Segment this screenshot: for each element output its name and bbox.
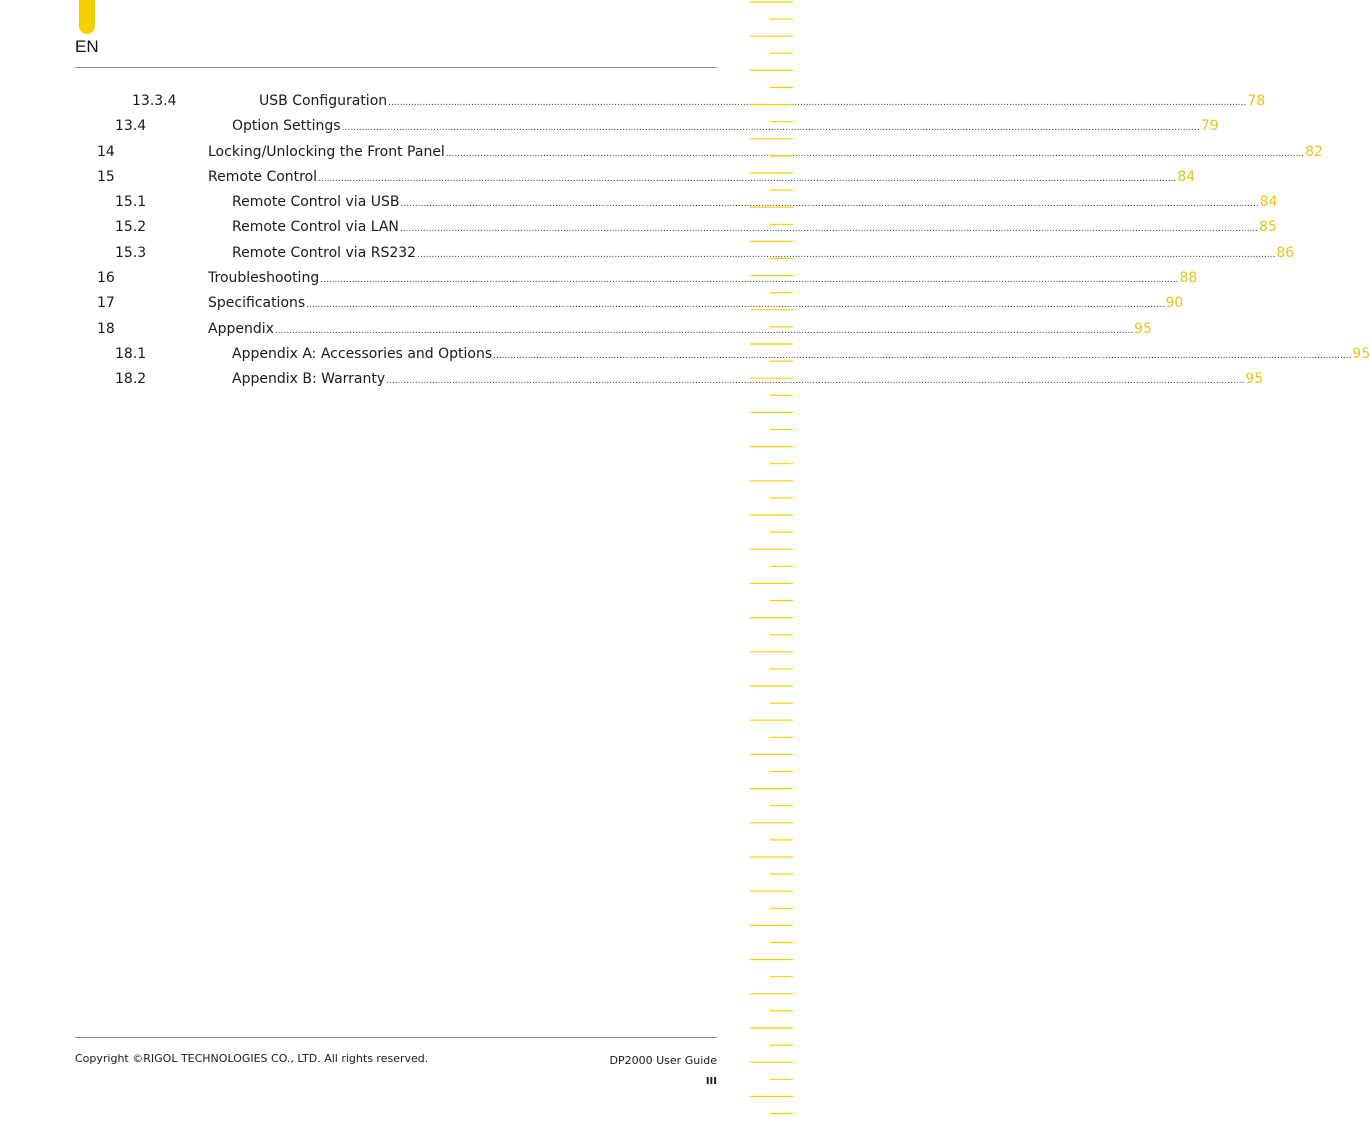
toc-entry-number: 15.3 <box>115 244 147 261</box>
toc-dot-leader: ............................................................................................................................................................................................................................................................................................................ <box>388 98 1247 108</box>
toc-entry-number: 17 <box>97 295 115 312</box>
toc-entry-page-link[interactable]: 95 <box>1134 320 1152 337</box>
document-title: DP2000 User Guide <box>609 1054 717 1067</box>
toc-entry-title[interactable]: Locking/Unlocking the Front Panel <box>208 143 445 160</box>
toc-entry[interactable] <box>75 115 1219 140</box>
toc-entry-title[interactable]: Appendix A: Accessories and Options <box>232 345 493 362</box>
toc-entry[interactable] <box>75 90 1266 115</box>
toc-entry[interactable] <box>75 368 1264 393</box>
toc-entry-number: 13.3.4 <box>132 93 177 109</box>
toc-entry[interactable] <box>75 166 1196 191</box>
toc-entry[interactable] <box>75 191 1278 216</box>
footer-divider <box>75 1037 717 1038</box>
toc-entry[interactable] <box>75 242 1295 267</box>
toc-entry[interactable] <box>75 318 1152 343</box>
toc-dot-leader: ............................................................................................................................................................................................................................................................................................................ <box>493 350 1352 361</box>
toc-entry-title[interactable]: Appendix B: Warranty <box>232 371 386 388</box>
toc-entry-title[interactable]: Troubleshooting <box>208 270 320 287</box>
header-divider <box>75 67 717 68</box>
toc-entry-number: 15 <box>97 168 115 185</box>
toc-entry-title[interactable]: Remote Control via LAN <box>232 219 399 236</box>
toc-entry-number: 18.1 <box>115 345 147 362</box>
toc-entry-number: 15.2 <box>115 219 147 236</box>
toc-entry-number: 15.1 <box>115 194 147 211</box>
toc-entry-page-link[interactable]: 86 <box>1276 244 1295 261</box>
toc-entry[interactable] <box>75 292 1184 317</box>
toc-entry-page-link[interactable]: 95 <box>1245 371 1264 388</box>
toc-entry-page-link[interactable]: 88 <box>1179 270 1198 287</box>
toc-entry[interactable] <box>75 267 1198 292</box>
page-number: III <box>705 1076 717 1087</box>
toc-dot-leader: ............................................................................................................................................................................................................................................................................................................ <box>417 249 1276 260</box>
toc-entry-number: 16 <box>97 270 115 287</box>
toc-entry-title[interactable]: Option Settings <box>232 118 341 135</box>
toc-dot-leader: ............................................................................................................................................................................................................................................................................................................ <box>306 300 1165 311</box>
toc-entry-page-link[interactable]: 85 <box>1259 219 1277 236</box>
toc-entry[interactable] <box>75 216 1277 241</box>
language-label: EN <box>75 37 99 56</box>
toc-dot-leader: ............................................................................................................................................................................................................................................................................................................ <box>445 148 1305 159</box>
toc-dot-leader: ............................................................................................................................................................................................................................................................................................................ <box>400 199 1259 210</box>
toc-entry-page-link[interactable]: 84 <box>1177 168 1196 185</box>
toc-entry-number: 13.4 <box>115 118 147 135</box>
toc-entry-page-link[interactable]: 95 <box>1352 345 1370 362</box>
toc-dot-leader: ............................................................................................................................................................................................................................................................................................................ <box>386 376 1245 387</box>
toc-entry[interactable] <box>75 141 1323 166</box>
toc-entry-title[interactable]: Appendix <box>208 320 274 337</box>
toc-entry-title[interactable]: Remote Control via USB <box>232 194 400 211</box>
toc-dot-leader: ............................................................................................................................................................................................................................................................................................................ <box>274 325 1134 336</box>
toc-entry-number: 18.2 <box>115 371 147 388</box>
toc-entry-number: 18 <box>97 320 115 337</box>
toc-entry-title[interactable]: Remote Control <box>208 168 318 185</box>
toc-dot-leader: ............................................................................................................................................................................................................................................................................................................ <box>318 173 1177 184</box>
copyright-text: Copyright ©RIGOL TECHNOLOGIES CO., LTD. All rights reserved. <box>75 1052 429 1065</box>
table-of-contents <box>75 90 1370 394</box>
toc-dot-leader: ............................................................................................................................................................................................................................................................................................................ <box>341 123 1200 134</box>
toc-entry-page-link[interactable]: 90 <box>1165 295 1184 312</box>
toc-dot-leader: ............................................................................................................................................................................................................................................................................................................ <box>320 275 1179 286</box>
chapter-tab-marker <box>79 0 95 34</box>
toc-entry-page-link[interactable]: 84 <box>1259 194 1278 211</box>
toc-entry-title[interactable]: USB Configuration <box>259 93 388 109</box>
toc-entry-title[interactable]: Remote Control via RS232 <box>232 244 417 261</box>
toc-dot-leader: ............................................................................................................................................................................................................................................................................................................ <box>399 224 1259 235</box>
toc-entry[interactable] <box>75 343 1370 368</box>
toc-entry-page-link[interactable]: 82 <box>1305 143 1323 160</box>
toc-entry-title[interactable]: Specifications <box>208 295 306 312</box>
toc-entry-page-link[interactable]: 79 <box>1200 118 1219 135</box>
toc-entry-number: 14 <box>97 143 115 160</box>
toc-entry-page-link[interactable]: 78 <box>1247 93 1266 109</box>
